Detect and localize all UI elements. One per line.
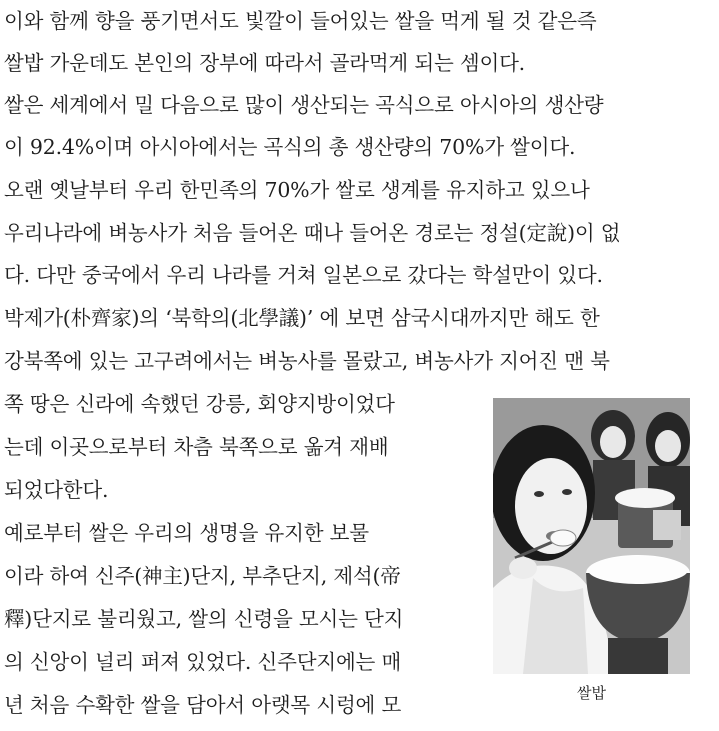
- paragraph-line: 의 신앙이 널리 퍼져 있었다. 신주단지에는 매: [4, 650, 402, 674]
- photo-caption: 쌀밥: [577, 684, 606, 702]
- paragraph-line: 우리나라에 벼농사가 처음 들어온 때나 들어온 경로는 정설(定說)이 없: [4, 221, 621, 245]
- paragraph-line: 강북쪽에 있는 고구려에서는 벼농사를 몰랐고, 벼농사가 지어진 맨 북: [4, 349, 610, 373]
- paragraph-line: 이라 하여 신주(神主)단지, 부추단지, 제석(帝: [4, 564, 401, 588]
- paragraph-line: 박제가(朴齊家)의 ‘북학의(北學議)’ 에 보면 삼국시대까지만 해도 한: [4, 306, 600, 330]
- paragraph-line: 는데 이곳으로부터 차츰 북쪽으로 옮겨 재배: [4, 435, 389, 459]
- paragraph-line: 釋)단지로 불리웠고, 쌀의 신령을 모시는 단지: [4, 607, 404, 631]
- paragraph-line: 예로부터 쌀은 우리의 생명을 유지한 보물: [4, 521, 369, 545]
- paragraph-line: 년 처음 수확한 쌀을 담아서 아랫목 시렁에 모: [4, 693, 402, 717]
- paragraph-line: 쌀밥 가운데도 본인의 장부에 따라서 골라먹게 되는 셈이다.: [4, 51, 526, 75]
- paragraph-line: 이 92.4%이며 아시아에서는 곡식의 총 생산량의 70%가 쌀이다.: [4, 135, 576, 159]
- paragraph-line: 오랜 옛날부터 우리 한민족의 70%가 쌀로 생계를 유지하고 있으나: [4, 178, 590, 202]
- paragraph-line: 이와 함께 향을 풍기면서도 빛깔이 들어있는 쌀을 먹게 될 것 같은즉: [4, 9, 597, 33]
- paragraph-line: 다. 다만 중국에서 우리 나라를 거쳐 일본으로 갔다는 학설만이 있다.: [4, 263, 603, 287]
- paragraph-line: 쌀은 세계에서 밀 다음으로 많이 생산되는 곡식으로 아시아의 생산량: [4, 93, 604, 117]
- paragraph-line: 쪽 땅은 신라에 속했던 강릉, 회양지방이었다: [4, 392, 395, 416]
- paragraph-line: 되었다한다.: [4, 478, 109, 502]
- rice-photo: [493, 398, 690, 674]
